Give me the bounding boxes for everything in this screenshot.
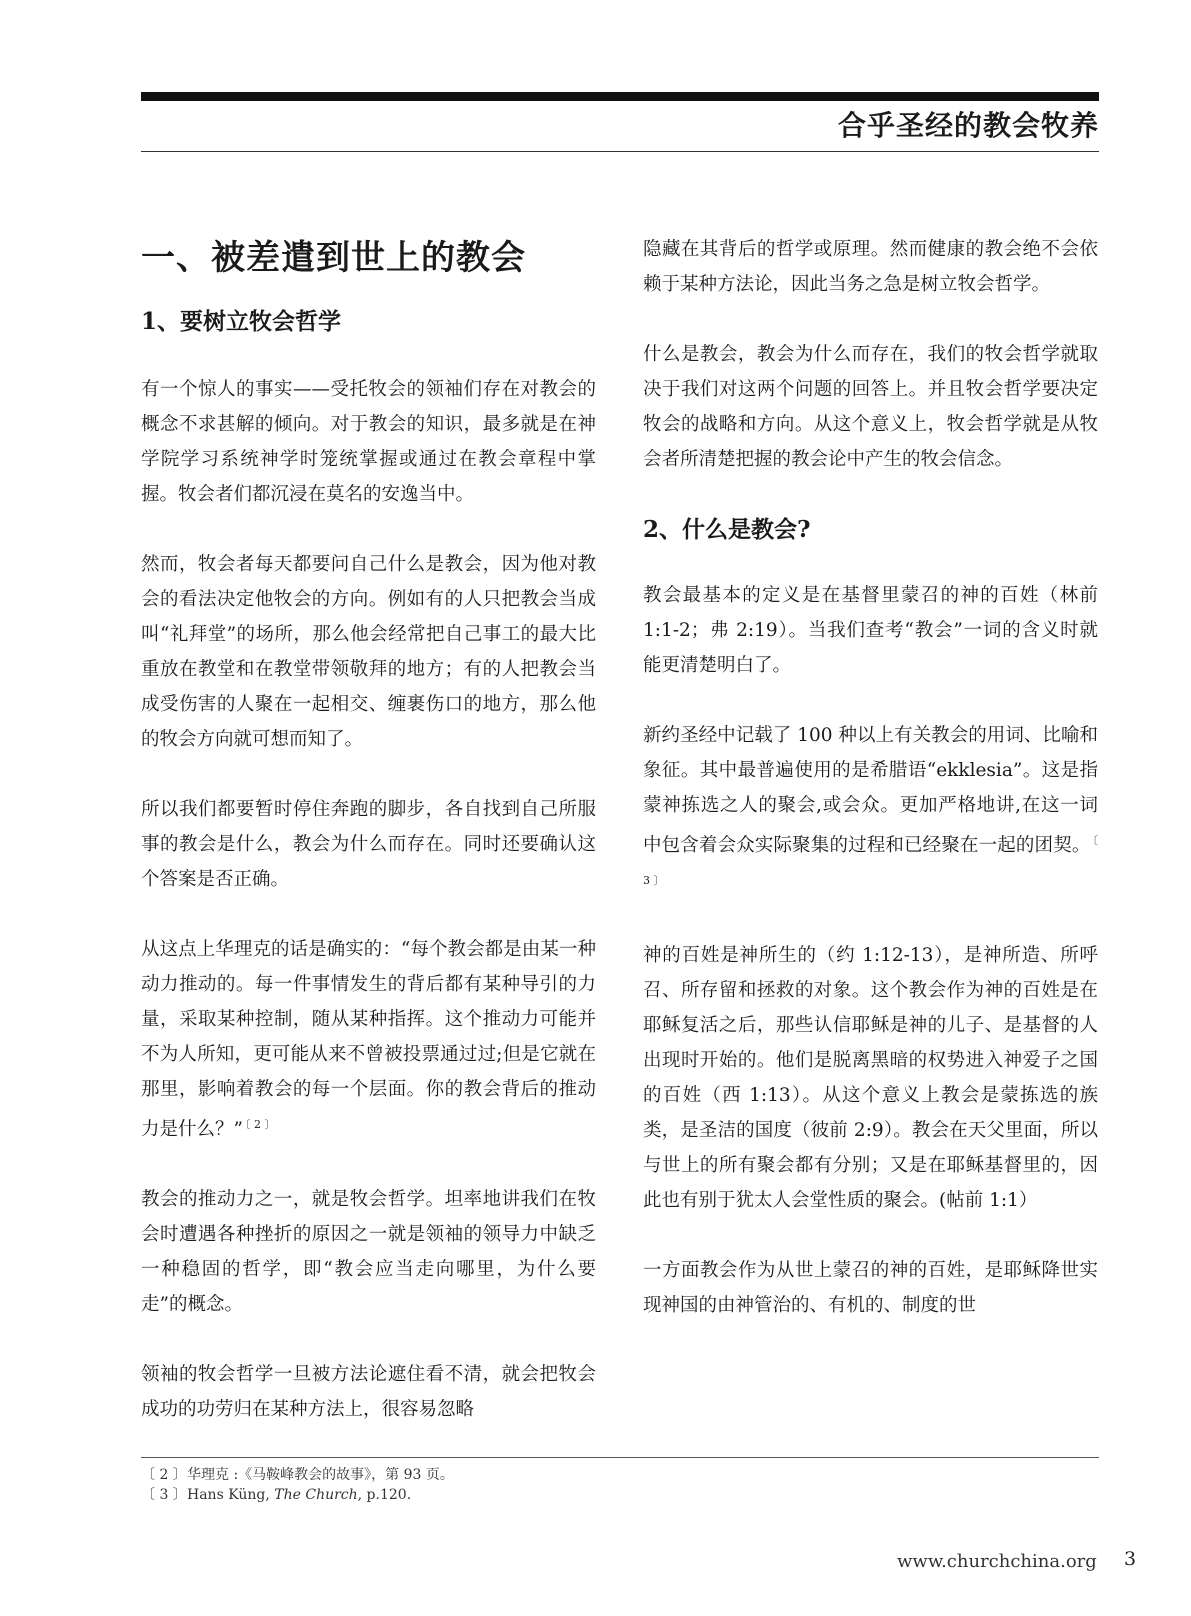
paragraph [643, 718, 1098, 903]
paragraph: 什么是教会，教会为什么而存在，我们的牧会哲学就取决于我们对这两个问题的回答上。并且牧会哲学要决定牧会的战略和方向。从这个意义上，牧会哲学就是从牧会者所清楚把握的教会论中产生的牧会信念。 [643, 344, 1098, 470]
footnote-divider [141, 1457, 1099, 1458]
paragraph: 教会的推动力之一，就是牧会哲学。坦率地讲我们在牧会时遭遇各种挫折的原因之一就是领袖的领导力中缺乏一种稳固的哲学，即“教会应当走向哪里，为什么要走”的概念。 [141, 1189, 596, 1316]
paragraph-text: 新约圣经中记载了 100 种以上有关教会的用词、比喻和象征。其中最普遍使用的是希腊语“ekklesia”。这是指蒙神拣选之人的聚会,或会众。更加严格地讲,在这一词中包含着会众实际聚集的过程和已经聚在一起的团契。 [643, 725, 1098, 857]
running-header-title: 合乎圣经的教会牧养 [837, 109, 1099, 142]
left-column [141, 222, 596, 1427]
header-thick-rule [141, 92, 1099, 101]
paragraph: 神的百姓是神所生的（约 1:12-13），是神所造、所呼召、所存留和拯救的对象。这个教会作为神的百姓是在耶稣复活之后，那些认信耶稣是神的儿子、是基督的人出现时开始的。他们是脱离黑暗的权势进入神爱子之国的百姓（西 1:13）。从这个意义上教会是蒙拣选的族类，是圣洁的国度（彼前 2:9）。教会在天父里面，所以与世上的所有聚会都有分别；又是在耶稣基督里的，因此也有别于犹太人会堂性质的聚会。(帖前 1:1） [643, 945, 1098, 1212]
footer-url[interactable]: www.churchchina.org [897, 1551, 1097, 1572]
footnote-mark: 〔 3 〕 [141, 1487, 187, 1503]
footnote-2 [141, 1465, 454, 1485]
footnote-text: 华理克 :《马鞍峰教会的故事》，第 93 页。 [187, 1467, 454, 1483]
footnote-book-title: The Church [274, 1487, 358, 1503]
paragraph: 所以我们都要暂时停住奔跑的脚步，各自找到自己所服事的教会是什么，教会为什么而存在。同时还要确认这个答案是否正确。 [141, 799, 596, 890]
footnote-mark: 〔 2 〕 [141, 1467, 187, 1483]
footnotes [141, 1465, 454, 1505]
footnote-ref-2[interactable]: 〔 2 〕 [244, 1118, 276, 1131]
paragraph: 然而，牧会者每天都要问自己什么是教会，因为他对教会的看法决定他牧会的方向。例如有的人只把教会当成叫“礼拜堂”的场所，那么他会经常把自己事工的最大比重放在教堂和在教堂带领敬拜的地方；有的人把教会当成受伤害的人聚在一起相交、缠裹伤口的地方，那么他的牧会方向就可想而知了。 [141, 554, 596, 750]
subsection-title-2: 2、什么是教会? [643, 516, 811, 543]
page-number: 3 [1124, 1548, 1137, 1570]
paragraph [141, 932, 596, 1147]
footnote-ref-3[interactable]: 〔 3 〕 [643, 834, 1098, 888]
paragraph-text: 从这点上华理克的话是确实的：“每个教会都是由某一种动力推动的。每一件事情发生的背后都有某种导引的力量，采取某种控制，随从某种指挥。这个推动力可能并不为人所知，更可能从来不曾被投票通过过;但是它就在那里，影响着教会的每一个层面。你的教会背后的推动力是什么？” [141, 939, 596, 1141]
section-title: 一、被差遣到世上的教会 [141, 238, 526, 278]
subsection-title-1: 1、要树立牧会哲学 [141, 308, 342, 335]
paragraph: 领袖的牧会哲学一旦被方法论遮住看不清，就会把牧会成功的功劳归在某种方法上，很容易忽略 [141, 1364, 596, 1421]
footnote-author: Hans Küng, [187, 1487, 275, 1503]
paragraph: 一方面教会作为从世上蒙召的神的百姓，是耶稣降世实现神国的由神管治的、有机的、制度的世 [643, 1260, 1098, 1317]
right-column [643, 232, 1098, 1323]
footnote-3 [141, 1485, 454, 1505]
paragraph: 隐藏在其背后的哲学或原理。然而健康的教会绝不会依赖于某种方法论，因此当务之急是树立牧会哲学。 [643, 239, 1098, 295]
paragraph: 有一个惊人的事实——受托牧会的领袖们存在对教会的概念不求甚解的倾向。对于教会的知识，最多就是在神学院学习系统神学时笼统掌握或通过在教会章程中掌握。牧会者们都沉浸在莫名的安逸当中。 [141, 379, 596, 505]
footnote-page: , p.120. [357, 1487, 412, 1503]
paragraph: 教会最基本的定义是在基督里蒙召的神的百姓（林前 1:1-2；弗 2:19）。当我们查考“教会”一词的含义时就能更清楚明白了。 [643, 585, 1098, 676]
header-thin-rule [141, 151, 1099, 152]
